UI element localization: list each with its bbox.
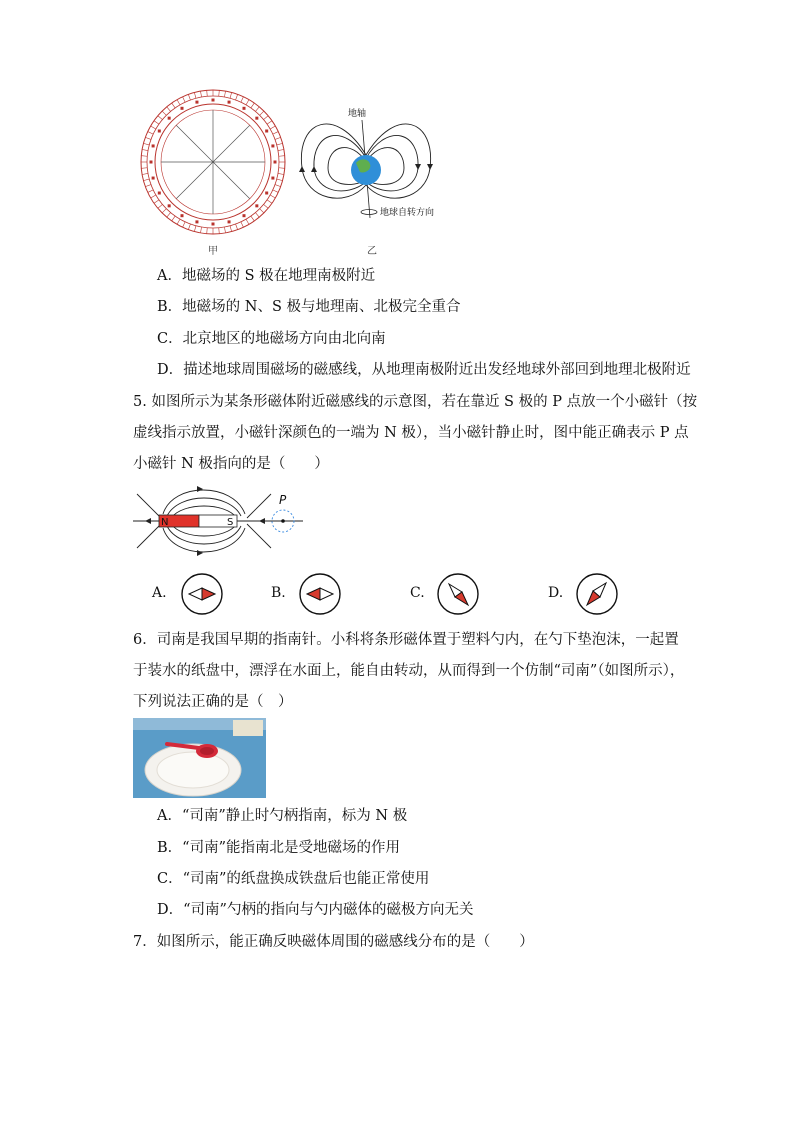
dial-mark [265, 130, 268, 133]
bar-magnet-field-figure [133, 478, 305, 568]
dial-tick [183, 222, 186, 227]
dial-mark [181, 214, 184, 217]
dial-tick [183, 97, 186, 102]
dial-mark [274, 161, 277, 164]
dial-tick [162, 209, 166, 213]
dial-tick [251, 216, 254, 221]
dial-tick [207, 228, 208, 234]
dial-tick [273, 190, 278, 193]
q6-stem-line-3: 下列说法正确的是（ ） [133, 694, 293, 710]
dial-mark [152, 144, 155, 147]
dial-tick [188, 224, 190, 230]
dial-tick [241, 222, 244, 227]
q5-option-c-compass[interactable] [436, 572, 480, 616]
q6-stem-line-1: 6．司南是我国早期的指南针。小科将条形磁体置于塑料勺内，在勺下垫泡沫，一起置 [133, 632, 679, 648]
dial-mark [150, 161, 153, 164]
dial-tick [255, 213, 259, 218]
dial-mark [168, 117, 171, 120]
dial-tick [142, 150, 148, 151]
q5-option-c-letter[interactable]: C. [410, 585, 425, 601]
q6-stem-line-2: 于装水的纸盘中，漂浮在水面上，能自由转动，从而得到一个仿制“司南”（如图所示）， [133, 663, 685, 679]
q6-option-c[interactable]: C．“司南”的纸盘换成铁盘后也能正常使用 [157, 871, 430, 887]
si-nan-photo [133, 718, 266, 798]
dial-tick [167, 107, 171, 112]
dial-tick [158, 116, 163, 120]
dial-tick [201, 91, 202, 97]
figure-label-jia: 甲 [208, 246, 218, 257]
q5-option-b-letter[interactable]: B. [271, 585, 286, 601]
dial-tick [145, 137, 151, 139]
dial-mark [158, 192, 161, 195]
dial-tick [154, 121, 159, 124]
dial-tick [162, 111, 166, 115]
dial-tick [230, 226, 232, 232]
q5-option-d-letter[interactable]: D. [548, 585, 564, 601]
dial-mark [265, 192, 268, 195]
dial-mark [255, 117, 258, 120]
dial-tick [251, 103, 254, 108]
dial-mark [152, 177, 155, 180]
dial-tick [270, 195, 275, 198]
dial-tick [236, 94, 238, 100]
dial-tick [264, 116, 269, 120]
dial-tick [275, 137, 281, 139]
dial-tick [224, 91, 225, 97]
dial-tick [172, 103, 175, 108]
dial-mark [255, 204, 258, 207]
dial-tick [278, 173, 284, 174]
dial-tick [177, 100, 180, 105]
dial-tick [279, 156, 285, 157]
dial-mark [195, 101, 198, 104]
compass-dial-figure [135, 86, 295, 238]
earth-field-figure [296, 100, 446, 235]
dial-tick [267, 121, 272, 124]
q5-option-d-compass[interactable] [575, 572, 619, 616]
q5-stem-line-2: 虚线指示放置，小磁针深颜色的一端为 N 极），当小磁针静止时，图中能正确表示 P 点 [133, 425, 689, 441]
q5-option-a-letter[interactable]: A. [152, 585, 167, 601]
q4-option-d[interactable]: D．描述地球周围磁场的磁感线，从地理南极附近出发经地球外部回到地理北极附近 [157, 362, 691, 378]
dial-tick [154, 200, 159, 203]
dial-tick [194, 226, 196, 232]
q4-option-c[interactable]: C．北京地区的地磁场方向由北向南 [157, 331, 386, 347]
magnet-n-label: N [161, 517, 169, 528]
dial-mark [271, 144, 274, 147]
dial-tick [241, 97, 244, 102]
dial-mark [243, 214, 246, 217]
dial-tick [267, 200, 272, 203]
dial-tick [158, 204, 163, 208]
dial-mark [243, 107, 246, 110]
dial-tick [188, 94, 190, 100]
q6-option-d[interactable]: D．“司南”勺柄的指向与勺内磁体的磁极方向无关 [157, 902, 474, 918]
q5-option-a-compass[interactable] [180, 572, 224, 616]
dial-tick [148, 132, 153, 135]
dial-tick [224, 227, 225, 233]
dial-tick [277, 143, 283, 145]
q4-option-a[interactable]: A．地磁场的 S 极在地理南极附近 [157, 268, 376, 284]
dial-tick [143, 143, 149, 145]
dial-mark [212, 99, 215, 102]
q7-stem: 7．如图所示，能正确反映磁体周围的磁感线分布的是（ ） [133, 934, 534, 950]
dial-tick [277, 179, 283, 181]
dial-mark [271, 177, 274, 180]
dial-tick [141, 168, 147, 169]
dial-tick [270, 126, 275, 129]
dial-mark [228, 101, 231, 104]
dial-tick [207, 90, 208, 96]
dial-tick [230, 92, 232, 98]
dial-tick [172, 216, 175, 221]
dial-mark [195, 220, 198, 223]
dial-tick [194, 92, 196, 98]
figure-label-yi: 乙 [367, 246, 377, 257]
q5-stem-line-1: 5. 如图所示为某条形磁体附近磁感线的示意图，若在靠近 S 极的 P 点放一个小磁针（按 [133, 394, 698, 410]
dial-tick [273, 132, 278, 135]
dial-tick [275, 185, 281, 187]
dial-tick [143, 179, 149, 181]
dial-tick [279, 168, 285, 169]
q5-option-b-compass[interactable] [298, 572, 342, 616]
dial-tick [151, 195, 156, 198]
dial-tick [167, 213, 171, 218]
dial-tick [141, 156, 147, 157]
dial-mark [168, 204, 171, 207]
dial-tick [145, 185, 151, 187]
q4-option-b[interactable]: B．地磁场的 N、S 极与地理南、北极完全重合 [157, 299, 461, 315]
dial-tick [236, 224, 238, 230]
dial-tick [201, 227, 202, 233]
dial-mark [228, 220, 231, 223]
dial-tick [264, 204, 269, 208]
dial-tick [260, 111, 264, 115]
dial-mark [212, 223, 215, 226]
dial-tick [148, 190, 153, 193]
dial-tick [260, 209, 264, 213]
dial-tick [219, 228, 220, 234]
dial-tick [219, 90, 220, 96]
dial-mark [158, 130, 161, 133]
q6-option-b[interactable]: B．“司南”能指南北是受地磁场的作用 [157, 840, 400, 856]
dial-tick [246, 219, 249, 224]
dial-tick [255, 107, 259, 112]
dial-tick [151, 126, 156, 129]
dial-tick [142, 173, 148, 174]
dial-mark [181, 107, 184, 110]
rotation-label: 地球自转方向 [380, 208, 435, 218]
point-p-label: P [279, 493, 287, 507]
dial-tick [177, 219, 180, 224]
q6-option-a[interactable]: A．“司南”静止时勺柄指南，标为 N 极 [157, 808, 408, 824]
magnet-s-label: S [227, 517, 234, 528]
q5-stem-line-3: 小磁针 N 极指向的是（ ） [133, 456, 329, 472]
axis-label: 地轴 [348, 109, 367, 119]
dial-tick [246, 100, 249, 105]
dial-tick [278, 150, 284, 151]
